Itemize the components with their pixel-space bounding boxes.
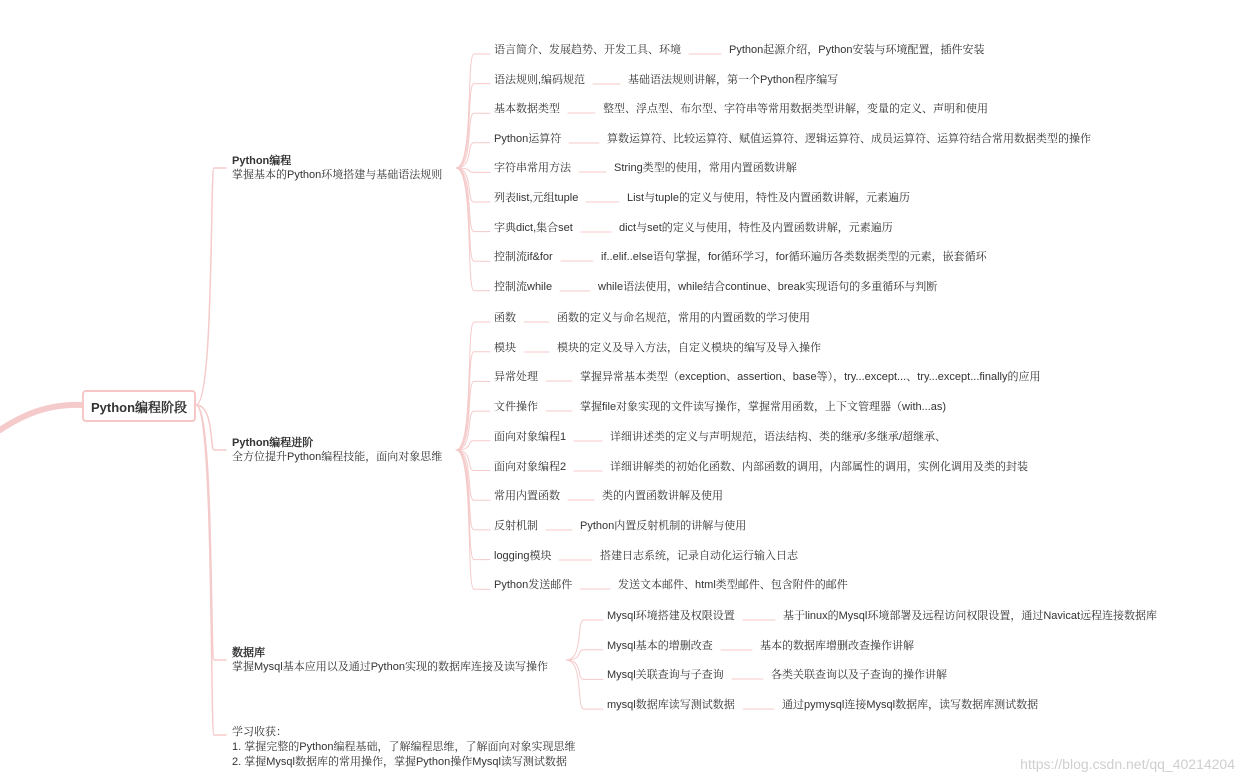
topic-node[interactable]: mysql数据库读写测试数据 bbox=[607, 699, 735, 712]
topic-node[interactable]: logging模块 bbox=[494, 549, 552, 562]
detail-node[interactable]: Python起源介绍，Python安装与环境配置，插件安装 bbox=[729, 44, 985, 56]
detail-node[interactable]: dict与set的定义与使用，特性及内置函数讲解，元素遍历 bbox=[619, 221, 893, 234]
connector-line bbox=[0, 405, 82, 430]
detail-node[interactable]: 掌握file对象实现的文件读写操作，掌握常用函数，上下文管理器（with...as) bbox=[580, 401, 947, 414]
topic-node[interactable]: 语言简介、发展趋势、开发工具、环境 bbox=[494, 44, 681, 56]
connector-line bbox=[456, 113, 490, 168]
topic-node[interactable]: 常用内置函数 bbox=[494, 490, 560, 503]
topic-node[interactable]: 控制流while bbox=[494, 280, 553, 293]
detail-node[interactable]: 搭建日志系统，记录自动化运行输入日志 bbox=[600, 549, 798, 562]
connector-line bbox=[456, 168, 490, 291]
topic-node[interactable]: 面向对象编程1 bbox=[494, 430, 567, 443]
topic-node[interactable]: 反射机制 bbox=[494, 519, 538, 532]
detail-node[interactable]: List与tuple的定义与使用，特性及内置函数讲解，元素遍历 bbox=[627, 192, 910, 204]
connector-line bbox=[456, 411, 490, 450]
detail-node[interactable]: 算数运算符、比较运算符、赋值运算符、逻辑运算符、成员运算符、运算符结合常用数据类型的操作 bbox=[607, 132, 1091, 145]
detail-node[interactable]: 模块的定义及导入方法，自定义模块的编写及导入操作 bbox=[557, 341, 821, 354]
detail-node[interactable]: Python内置反射机制的讲解与使用 bbox=[580, 519, 747, 532]
branch-database[interactable] bbox=[232, 646, 548, 674]
connector-line bbox=[456, 450, 490, 500]
summary-line: 1. 掌握完整的Python编程基础，了解编程思维，了解面向对象实现思维 bbox=[232, 741, 576, 753]
detail-node[interactable]: 详细讲述类的定义与声明规范，语法结构、类的继承/多继承/超继承、 bbox=[610, 430, 947, 443]
topic-node[interactable]: 函数 bbox=[494, 312, 516, 324]
detail-node[interactable]: 各类关联查询以及子查询的操作讲解 bbox=[771, 669, 947, 682]
connector-line bbox=[456, 54, 490, 168]
detail-node[interactable]: 掌握异常基本类型（exception、assertion、base等），try...except...、try...except...finally的应用 bbox=[580, 371, 1041, 384]
branch-title: Python编程进阶 bbox=[232, 437, 314, 449]
branch-subtitle: 全方位提升Python编程技能，面向对象思维 bbox=[232, 451, 443, 463]
detail-node[interactable]: 基于linux的Mysql环境部署及远程访问权限设置，通过Navicat远程连接数据库 bbox=[783, 610, 1158, 622]
topic-node[interactable]: 模块 bbox=[494, 341, 516, 354]
topic-node[interactable]: 文件操作 bbox=[494, 401, 538, 414]
topic-node[interactable]: 面向对象编程2 bbox=[494, 460, 567, 473]
detail-node[interactable]: if..elif..else语句掌握，for循环学习，for循环遍历各类数据类型的元素，嵌套循环 bbox=[601, 251, 987, 264]
topic-node[interactable]: 语法规则,编码规范 bbox=[494, 73, 586, 86]
topic-node[interactable]: 异常处理 bbox=[494, 371, 538, 384]
detail-node[interactable]: 发送文本邮件、html类型邮件、包含附件的邮件 bbox=[618, 579, 848, 592]
detail-node[interactable]: 函数的定义与命名规范，常用的内置函数的学习使用 bbox=[557, 312, 810, 324]
connector-line bbox=[456, 450, 490, 530]
branch-python-advanced[interactable] bbox=[232, 436, 442, 464]
detail-node[interactable]: 详细讲解类的初始化函数、内部函数的调用，内部属性的调用，实例化调用及类的封装 bbox=[610, 460, 1028, 473]
root-node[interactable]: Python编程阶段 bbox=[82, 390, 196, 422]
connector-line bbox=[566, 620, 603, 660]
connector-line bbox=[456, 322, 490, 450]
summary-title: 学习收获： bbox=[232, 726, 287, 738]
branch-python-basics[interactable] bbox=[232, 154, 442, 182]
connector-line bbox=[456, 381, 490, 450]
detail-node[interactable]: 基本的数据库增删改查操作讲解 bbox=[760, 639, 914, 652]
connector-line bbox=[456, 450, 490, 560]
topic-node[interactable]: 控制流if&for bbox=[494, 251, 553, 264]
connector-line bbox=[566, 660, 603, 679]
topic-node[interactable]: Python发送邮件 bbox=[494, 579, 573, 592]
branch-title: 数据库 bbox=[232, 647, 265, 659]
topic-node[interactable]: 字符串常用方法 bbox=[494, 162, 571, 175]
connector-line bbox=[456, 84, 490, 168]
branch-subtitle: 掌握基本的Python环境搭建与基础语法规则 bbox=[232, 169, 443, 181]
topic-node[interactable]: Mysql基本的增删改查 bbox=[607, 639, 713, 652]
connector-line bbox=[456, 352, 490, 450]
detail-node[interactable]: 基础语法规则讲解，第一个Python程序编写 bbox=[628, 73, 839, 86]
topic-node[interactable]: Python运算符 bbox=[494, 132, 562, 145]
detail-node[interactable]: 整型、浮点型、布尔型、字符串等常用数据类型讲解，变量的定义、声明和使用 bbox=[603, 103, 988, 116]
connector-line bbox=[456, 168, 490, 261]
detail-node[interactable]: 类的内置函数讲解及使用 bbox=[602, 490, 723, 503]
topic-node[interactable]: 基本数据类型 bbox=[494, 103, 560, 116]
watermark: https://blog.csdn.net/qq_40214204 bbox=[1020, 756, 1235, 772]
connector-line bbox=[566, 660, 603, 709]
topic-node[interactable]: Mysql关联查询与子查询 bbox=[607, 669, 724, 682]
detail-node[interactable]: 通过pymysql连接Mysql数据库，读写数据库测试数据 bbox=[782, 699, 1039, 712]
branch-subtitle: 掌握Mysql基本应用以及通过Python实现的数据库连接及读写操作 bbox=[232, 661, 548, 673]
detail-node[interactable]: String类型的使用，常用内置函数讲解 bbox=[614, 162, 797, 175]
detail-node[interactable]: while语法使用，while结合continue、break实现语句的多重循环与判断 bbox=[598, 280, 938, 293]
branch-title: Python编程 bbox=[232, 155, 292, 167]
topic-node[interactable]: 列表list,元组tuple bbox=[494, 192, 579, 204]
connector-line bbox=[456, 168, 490, 232]
summary-line: 2. 掌握Mysql数据库的常用操作，掌握Python操作Mysql读写测试数据 bbox=[232, 756, 567, 768]
topic-node[interactable]: Mysql环境搭建及权限设置 bbox=[607, 610, 735, 622]
topic-node[interactable]: 字典dict,集合set bbox=[494, 221, 573, 234]
learning-summary bbox=[232, 725, 575, 770]
connector-line bbox=[196, 168, 226, 405]
